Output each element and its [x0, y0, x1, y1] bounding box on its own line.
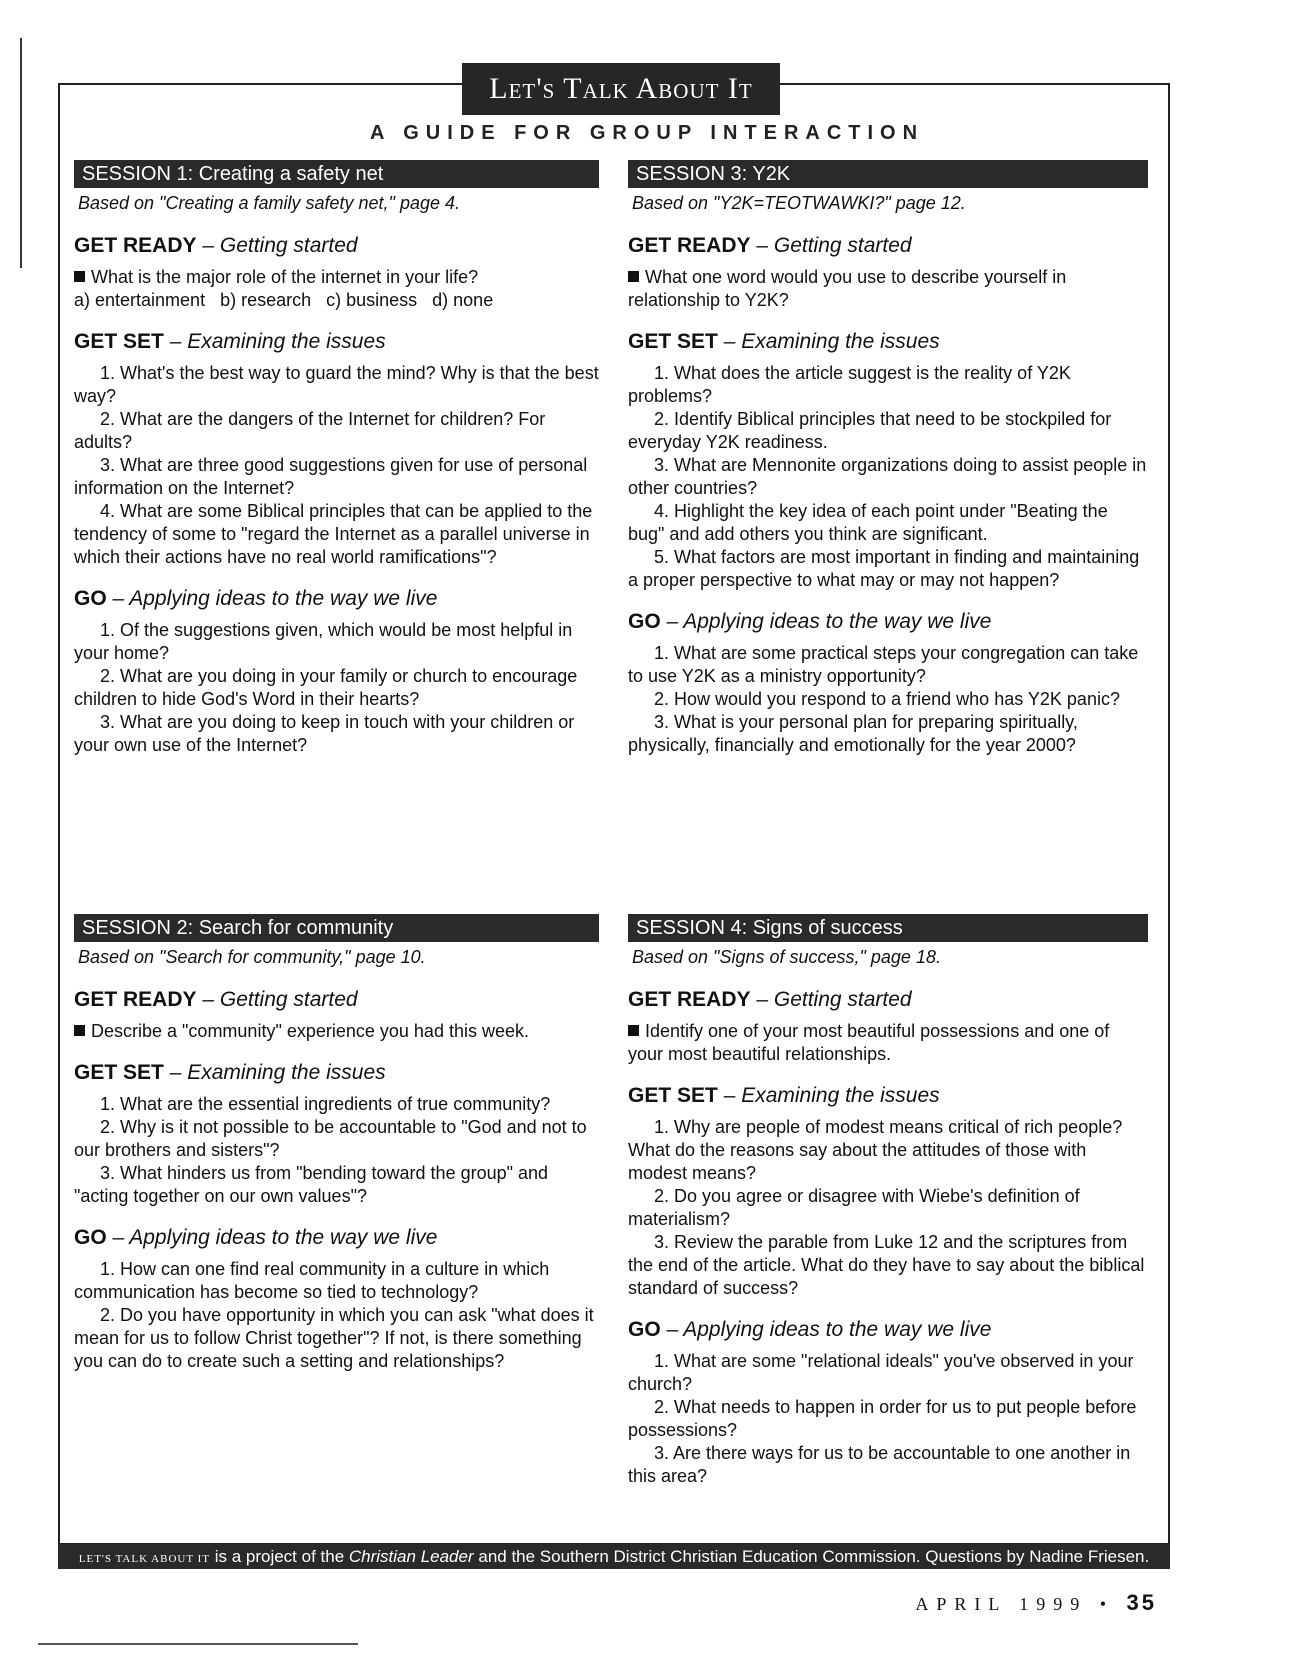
go-heading: GO – Applying ideas to the way we live	[74, 1226, 438, 1249]
page-title: Let's Talk About It	[462, 63, 780, 115]
get-ready-heading: GET READY – Getting started	[74, 988, 358, 1011]
question: 1. What are the essential ingredients of true community?	[100, 1094, 551, 1114]
question: 5. What factors are most important in finding and maintaining a proper perspective to what may or may not happen?	[628, 547, 1140, 590]
based-on-note: Based on "Search for community," page 10.	[78, 947, 426, 967]
scan-bottom-line	[38, 1643, 358, 1645]
get-set-heading: GET SET – Examining the issues	[628, 1084, 940, 1107]
question: 4. Highlight the key idea of each point under "Beating the bug" and add others you think are significant.	[628, 501, 1108, 544]
question: 3. What are three good suggestions given for use of personal information on the Internet?	[74, 455, 588, 498]
question: 1. What does the article suggest is the reality of Y2K problems?	[628, 363, 1071, 406]
question: 1. How can one find real community in a culture in which communication has become so tied to technology?	[74, 1259, 550, 1302]
session-title-bar: SESSION 1: Creating a safety net	[74, 160, 599, 188]
page-subtitle: A GUIDE FOR GROUP INTERACTION	[369, 122, 925, 144]
based-on-note: Based on "Creating a family safety net," page 4.	[78, 193, 460, 213]
question: 3. What hinders us from "bending toward the group" and "acting together on our own values"?	[74, 1163, 549, 1206]
footer-text-2: and the Southern District Christian Education Commission. Questions by Nadine Friesen.	[473, 1547, 1150, 1566]
session-3	[628, 160, 1148, 757]
question: 1. Why are people of modest means critical of rich people? What do the reasons say about the attitudes of those with modest means?	[628, 1117, 1123, 1183]
get-ready-heading: GET READY – Getting started	[628, 234, 912, 257]
go-heading: GO – Applying ideas to the way we live	[74, 587, 438, 610]
question: 1. What are some "relational ideals" you've observed in your church?	[628, 1351, 1134, 1394]
session-4	[628, 914, 1148, 1488]
page-folio	[915, 1590, 1157, 1616]
scan-edge-line	[20, 38, 22, 268]
go-heading: GO – Applying ideas to the way we live	[628, 610, 992, 633]
question: 2. Identify Biblical principles that need to be stockpiled for everyday Y2K readiness.	[628, 409, 1112, 452]
get-ready-prompt: What is the major role of the internet in your life?	[74, 266, 599, 289]
question: 4. What are some Biblical principles that can be applied to the tendency of some to "regard the Internet as a parallel universe in which their actions have no real world ramifications"?	[74, 501, 593, 567]
get-ready-heading: GET READY – Getting started	[628, 988, 912, 1011]
question: 3. Review the parable from Luke 12 and the scriptures from the end of the article. What do they have to say about the biblical standard of success?	[628, 1232, 1145, 1298]
footer-lead: LET'S TALK ABOUT IT	[78, 1553, 210, 1565]
question: 3. What are Mennonite organizations doing to assist people in other countries?	[628, 455, 1147, 498]
question: 2. Do you have opportunity in which you can ask "what does it mean for us to follow Christ together"? If not, is there something you can do to create such a setting and relationships?	[74, 1305, 594, 1371]
question: 1. What are some practical steps your congregation can take to use Y2K as a ministry opportunity?	[628, 643, 1139, 686]
get-ready-prompt: Identify one of your most beautiful possessions and one of your most beautiful relationships.	[628, 1020, 1148, 1066]
based-on-note: Based on "Signs of success," page 18.	[632, 947, 941, 967]
based-on-note: Based on "Y2K=TEOTWAWKI?" page 12.	[632, 193, 966, 213]
footer-publication: Christian Leader	[348, 1547, 474, 1566]
get-ready-prompt: Describe a "community" experience you had this week.	[74, 1020, 599, 1043]
footer-credit-bar	[58, 1544, 1170, 1569]
question: 2. What are you doing in your family or church to encourage children to hide God's Word in their hearts?	[74, 666, 578, 709]
session-2	[74, 914, 599, 1373]
footer-text: is a project of the	[209, 1547, 349, 1566]
get-set-heading: GET SET – Examining the issues	[74, 330, 386, 353]
page-number: 35	[1126, 1590, 1157, 1615]
question: 3. Are there ways for us to be accountable to one another in this area?	[628, 1443, 1131, 1486]
get-set-heading: GET SET – Examining the issues	[628, 330, 940, 353]
folio-date: APRIL 1999 •	[915, 1594, 1115, 1614]
question: 2. What needs to happen in order for us to put people before possessions?	[628, 1397, 1137, 1440]
get-ready-options: a) entertainment b) research c) business d) none	[74, 290, 494, 310]
session-title-bar: SESSION 3: Y2K	[628, 160, 1148, 188]
question: 1. What's the best way to guard the mind? Why is that the best way?	[74, 363, 599, 406]
get-set-heading: GET SET – Examining the issues	[74, 1061, 386, 1084]
question: 2. How would you respond to a friend who has Y2K panic?	[654, 689, 1120, 709]
question: 2. Do you agree or disagree with Wiebe's definition of materialism?	[628, 1186, 1080, 1229]
question: 3. What are you doing to keep in touch with your children or your own use of the Internet?	[74, 712, 575, 755]
session-title-bar: SESSION 2: Search for community	[74, 914, 599, 942]
question: 3. What is your personal plan for preparing spiritually, physically, financially and emotionally for the year 2000?	[628, 712, 1078, 755]
session-title-bar: SESSION 4: Signs of success	[628, 914, 1148, 942]
session-1	[74, 160, 599, 757]
get-ready-prompt: What one word would you use to describe yourself in relationship to Y2K?	[628, 266, 1148, 312]
go-heading: GO – Applying ideas to the way we live	[628, 1318, 992, 1341]
question: 2. Why is it not possible to be accountable to "God and not to our brothers and sisters"?	[74, 1117, 587, 1160]
get-ready-heading: GET READY – Getting started	[74, 234, 358, 257]
question: 2. What are the dangers of the Internet for children? For adults?	[74, 409, 546, 452]
question: 1. Of the suggestions given, which would be most helpful in your home?	[74, 620, 573, 663]
